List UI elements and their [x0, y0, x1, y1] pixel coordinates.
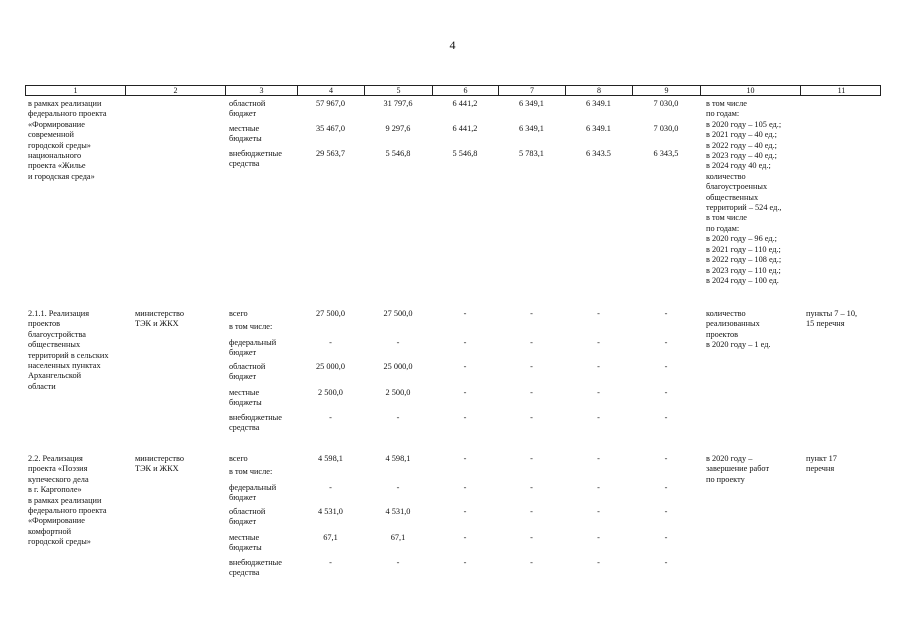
budget-value: -: [664, 338, 668, 347]
budget-value: -: [664, 309, 668, 318]
budget-value: -: [530, 413, 533, 422]
budget-value: -: [463, 533, 467, 542]
budget-value: -: [329, 413, 332, 422]
budget-value: -: [597, 388, 600, 397]
budget-value: -: [396, 413, 400, 422]
budget-value: -: [597, 483, 600, 492]
reference-note: пункт 17 перечня: [806, 454, 837, 474]
funding-source: внебюджетные средства: [229, 149, 282, 169]
target-indicator: количество реализованных проектов в 2020 году – 1 ед.: [706, 309, 771, 350]
funding-source: областной бюджет: [229, 507, 266, 527]
budget-value: 31 797,6: [383, 99, 413, 108]
funding-source: всего: [229, 309, 248, 318]
budget-value: -: [530, 483, 533, 492]
section-executor: министерство ТЭК и ЖКХ: [135, 454, 185, 474]
budget-value: 7 030,0: [653, 99, 679, 108]
budget-value: -: [463, 507, 467, 516]
budget-value: -: [396, 338, 400, 347]
budget-value: -: [530, 362, 533, 371]
budget-value: -: [597, 533, 600, 542]
budget-value: 6 349.1: [586, 124, 611, 133]
budget-value: -: [597, 507, 600, 516]
section-title: 2.2. Реализация проекта «Поэзия купеческого дела в г. Каргополе» в рамках реализации федерального проекта «Формирование комфортной городской среды»: [28, 454, 107, 547]
budget-value: 67,1: [323, 533, 338, 542]
budget-value: -: [664, 483, 668, 492]
budget-value: 35 467,0: [315, 124, 346, 133]
funding-source: областной бюджет: [229, 99, 266, 119]
funding-source: внебюджетные средства: [229, 558, 282, 578]
funding-source: местные бюджеты: [229, 533, 262, 553]
budget-value: -: [664, 362, 668, 371]
budget-value: -: [664, 388, 668, 397]
budget-value: -: [664, 413, 668, 422]
budget-value: 9 297,6: [385, 124, 411, 133]
budget-value: -: [597, 413, 600, 422]
budget-value: -: [664, 533, 668, 542]
budget-value: 6 441,2: [452, 99, 478, 108]
section-title: 2.1.1. Реализация проектов благоустройства общественных территорий в сельских населенных пунктах Архангельской области: [28, 309, 109, 391]
budget-value: 57 967,0: [315, 99, 346, 108]
budget-value: 4 531,0: [318, 507, 343, 516]
budget-value: -: [329, 338, 332, 347]
budget-value: -: [664, 454, 668, 463]
funding-source: федеральный бюджет: [229, 483, 277, 503]
budget-value: -: [664, 507, 668, 516]
budget-value: -: [530, 309, 533, 318]
header-col-4: 4: [298, 86, 365, 95]
header-col-11: 11: [837, 86, 846, 95]
budget-value: 29 563,7: [315, 149, 346, 158]
budget-value: -: [329, 558, 332, 567]
page-number: 4: [449, 38, 456, 52]
budget-value: 2 500,0: [385, 388, 411, 397]
budget-value: -: [597, 309, 600, 318]
budget-value: -: [597, 558, 600, 567]
budget-value: 6 349,1: [519, 124, 544, 133]
budget-value: 25 000,0: [383, 362, 413, 371]
budget-value: -: [396, 483, 400, 492]
budget-value: -: [463, 309, 467, 318]
budget-value: 25 000,0: [315, 362, 346, 371]
budget-value: -: [530, 338, 533, 347]
budget-value: -: [463, 388, 467, 397]
funding-source: всего: [229, 454, 248, 463]
budget-value: -: [463, 558, 467, 567]
budget-value: -: [530, 454, 533, 463]
budget-value: 6 349,1: [519, 99, 544, 108]
header-col-9: 9: [633, 86, 701, 95]
budget-value: 27 500,0: [315, 309, 346, 318]
budget-value: -: [396, 558, 400, 567]
budget-value: -: [597, 338, 600, 347]
budget-value: -: [530, 558, 533, 567]
budget-value: -: [463, 413, 467, 422]
section-executor: министерство ТЭК и ЖКХ: [135, 309, 185, 329]
budget-value: -: [530, 388, 533, 397]
table-header: [25, 85, 881, 96]
budget-value: 4 598,1: [385, 454, 411, 463]
budget-value: 5 546,8: [385, 149, 411, 158]
target-indicator: в том числе по годам: в 2020 году – 105 ед.; в 2021 году – 40 ед.; в 2022 году – 40 ед.; в 2023 году – 40 ед.; в 2024 году 40 ед.; количество благоустроенных общественных территорий – 524 ед., в том числе по годам: в 2020 году – 96 ед.; в 2021 году – 110 ед.; в 2022 году – 108 ед.; в 2023 году – 110 ед.; в 2024 году – 100 ед.: [706, 99, 782, 285]
budget-value: 5 783,1: [519, 149, 544, 158]
budget-value: 5 546,8: [452, 149, 478, 158]
budget-value: -: [530, 507, 533, 516]
header-col-1: 1: [26, 86, 126, 95]
budget-value: -: [329, 483, 332, 492]
budget-value: -: [597, 454, 600, 463]
header-col-5: 5: [365, 86, 433, 95]
header-col-7: 7: [499, 86, 566, 95]
budget-value: 4 531,0: [385, 507, 411, 516]
budget-value: -: [463, 454, 467, 463]
budget-value: -: [530, 533, 533, 542]
budget-value: 6 343.5: [586, 149, 611, 158]
budget-value: 7 030,0: [653, 124, 679, 133]
funding-source: федеральный бюджет: [229, 338, 277, 358]
header-col-8: 8: [566, 86, 633, 95]
reference-note: пункты 7 – 10, 15 перечня: [806, 309, 858, 329]
funding-source: внебюджетные средства: [229, 413, 282, 433]
budget-value: -: [463, 362, 467, 371]
budget-value: -: [463, 338, 467, 347]
funding-source: местные бюджеты: [229, 388, 262, 408]
funding-source: в том числе:: [229, 322, 273, 331]
budget-value: -: [597, 362, 600, 371]
header-col-6: 6: [433, 86, 499, 95]
budget-value: 6 343,5: [653, 149, 679, 158]
header-col-2: 2: [126, 86, 226, 95]
funding-source: областной бюджет: [229, 362, 266, 382]
section-title: в рамках реализации федерального проекта «Формирование современной городской среды» национального проекта «Жилье и городская среда»: [28, 99, 107, 181]
funding-source: в том числе:: [229, 467, 273, 476]
budget-value: 2 500,0: [318, 388, 343, 397]
budget-value: 67,1: [390, 533, 406, 542]
header-col-10: 10: [701, 86, 801, 95]
funding-source: местные бюджеты: [229, 124, 262, 144]
budget-value: 6 441,2: [452, 124, 478, 133]
budget-value: 6 349.1: [586, 99, 611, 108]
header-col-3: 3: [226, 86, 298, 95]
budget-value: 27 500,0: [383, 309, 413, 318]
budget-value: -: [664, 558, 668, 567]
target-indicator: в 2020 году – завершение работ по проекту: [706, 454, 770, 484]
budget-value: 4 598,1: [318, 454, 343, 463]
budget-value: -: [463, 483, 467, 492]
